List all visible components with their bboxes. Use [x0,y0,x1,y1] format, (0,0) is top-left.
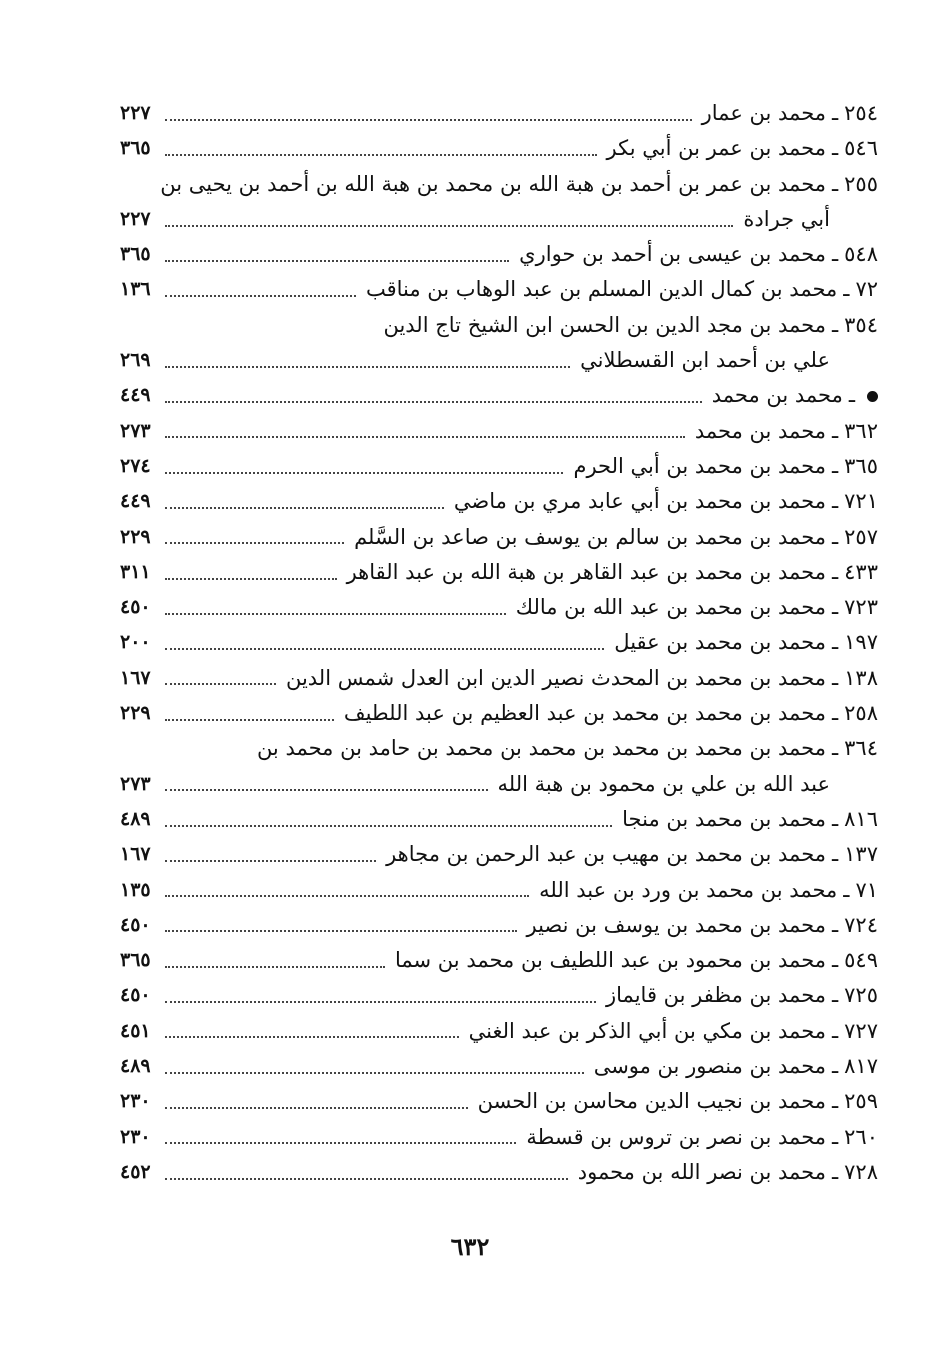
entry-name: محمد بن عيسى بن أحمد بن حواري [519,242,826,267]
index-entry [120,237,878,272]
entry-dash: ـ [832,242,839,267]
leader-dots [165,860,376,862]
entry-name: محمد بن محمد بن عبد القاهر بن هبة الله بن عبد القاهر [346,559,826,584]
entry-name: محمد بن محمد [711,383,843,408]
entry-page-ref: ١٣٦ [120,278,151,301]
entry-number: ٣٥٤ [844,312,878,337]
entry-number: ١٣٧ [844,842,878,867]
entry-page-ref: ٤٥٢ [120,1160,151,1183]
entry-page-ref: ٣١١ [120,560,151,583]
entry-number: ٣٦٤ [844,736,878,761]
entry-dash: ـ [832,101,839,125]
entry-name: محمد بن محمد بن أبي الحرم [573,453,826,478]
entry-dash: ـ [832,736,839,761]
entry-dash: ـ [832,983,839,1008]
index-entry [120,308,878,343]
entry-page-ref: ٤٨٩ [120,807,151,830]
entry-page-ref: ٤٤٩ [120,490,151,513]
entry-page-ref: ٢٢٩ [120,525,151,548]
leader-dots [165,295,356,297]
entry-page-ref: ٢٢٩ [120,702,151,725]
index-entry [120,943,878,978]
entry-name: محمد بن عمر بن أبي بكر [606,136,826,161]
entry-name: محمد بن عمار [701,101,826,125]
entry-name: محمد بن محمد بن المحدث نصير الدين ابن العدل شمس الدين [285,665,826,690]
entry-dash: ـ [832,171,839,196]
entry-number: ٧٢٨ [844,1159,878,1184]
leader-dots [165,154,597,156]
entry-dash: ـ [832,948,839,973]
entry-page-ref: ٤٥٠ [120,596,151,619]
entry-page-ref: ٢٠٠ [120,631,151,654]
entry-name: محمد بن محمود بن عبد اللطيف بن محمد بن سما [395,948,826,973]
entry-page-ref: ٣٦٥ [120,137,151,160]
entry-name: أبي جرادة [743,206,830,231]
entry-dash: ـ [832,701,839,726]
leader-dots [165,260,510,262]
index-entry [120,1049,878,1084]
entry-number: ٨١٧ [844,1054,878,1079]
entry-dash: ـ [832,1089,839,1114]
entry-dash: ـ [832,806,839,831]
entry-number: ٢٥٧ [844,524,878,549]
entry-number: ١٩٧ [844,630,878,655]
entry-name: علي بن أحمد ابن القسطلاني [580,348,830,373]
index-entry [120,167,878,202]
entry-number: ٧٢٧ [844,1018,878,1043]
entry-page-ref: ١٦٧ [120,843,151,866]
entry-name: محمد بن محمد بن أبي عابد مري بن ماضي [453,489,826,514]
index-entry [120,802,878,837]
entry-dash: ـ [832,418,839,443]
entry-dash: ـ [832,489,839,514]
leader-dots [165,225,734,227]
entry-number: ٥٤٦ [844,136,878,161]
entry-name: محمد بن محمد بن ورد بن عبد الله [539,877,838,902]
entry-page-ref: ٢٧٤ [120,454,151,477]
entry-page-ref: ٤٨٩ [120,1055,151,1078]
entry-name: محمد بن نجيب الدين محاسن بن الحسن [477,1089,826,1114]
entry-number: ٣٦٢ [844,418,878,443]
entry-dash: ـ [832,1018,839,1043]
leader-dots [165,648,605,650]
leader-dots [165,366,571,368]
index-entry [120,272,878,307]
leader-dots [165,1178,568,1180]
index-entry [120,343,878,378]
entry-dash: ـ [843,277,850,302]
entry-page-ref: ٤٥١ [120,1019,151,1042]
entry-name: محمد بن كمال الدين المسلم بن عبد الوهاب بن مناقب [365,277,838,302]
entry-number: ٥٤٨ [844,242,878,267]
entry-name: محمد بن منصور بن موسى [593,1054,826,1079]
entry-page-ref: ٢٧٣ [120,419,151,442]
entry-name: محمد بن محمد بن عقيل [614,630,826,655]
index-entry [120,767,878,802]
index-entry [120,96,878,131]
index-entry [120,484,878,519]
entry-name: محمد بن محمد بن محمد بن محمد بن محمد بن حامد بن محمد بن [256,736,826,761]
index-entry [120,1084,878,1119]
entry-dash: ـ [832,1124,839,1149]
index-entry [120,661,878,696]
entry-dash: ـ [832,453,839,478]
entry-page-ref: ٢٢٧ [120,207,151,230]
entry-page-ref: ٢٦٩ [120,349,151,372]
leader-dots [165,472,564,474]
entry-number: ٧٢٥ [844,983,878,1008]
entry-dash: ـ [832,1054,839,1079]
index-entry [120,1014,878,1049]
entry-page-ref: ٣٦٥ [120,949,151,972]
entry-dash: ـ [843,877,850,902]
entry-page-ref: ٢٢٧ [120,102,151,124]
index-entry [120,978,878,1013]
leader-dots [165,613,506,615]
entry-dash: ـ [848,383,855,408]
entry-page-ref: ١٣٥ [120,878,151,901]
entry-dash: ـ [832,630,839,655]
entry-number: ٢٥٨ [844,701,878,726]
entry-name: عبد الله بن علي بن محمود بن هبة الله [497,771,830,796]
entry-name: محمد بن محمد [694,418,826,443]
index-entry [120,873,878,908]
index-entry [120,590,878,625]
entry-number: ٢٥٩ [844,1089,878,1114]
entry-number: ٧٢ [855,277,878,302]
entry-name: محمد بن محمد بن يوسف بن نصير [526,912,826,937]
entry-name: محمد بن محمد بن محمد بن عبد العظيم بن عبد اللطيف [343,701,826,726]
index-entry [120,202,878,237]
leader-dots [165,507,444,509]
entry-number: ٣٦٥ [844,453,878,478]
entry-dash: ـ [832,524,839,549]
entry-page-ref: ٢٣٠ [120,1090,151,1113]
index-entry [120,696,878,731]
entry-page-ref: ٤٥٠ [120,984,151,1007]
entry-number: ١٣٨ [844,665,878,690]
entry-dash: ـ [832,912,839,937]
leader-dots [165,683,276,685]
leader-dots [165,966,385,968]
entry-name: محمد بن محمد بن سالم بن يوسف بن صاعد بن السَّلم [354,524,826,549]
entry-dash: ـ [832,842,839,867]
index-entry [120,908,878,943]
entry-name: محمد بن محمد بن عبد الله بن مالك [515,595,826,620]
entry-dash: ـ [832,1159,839,1184]
entry-number: ٧٢٤ [844,912,878,937]
index-entry [120,1155,878,1190]
entry-page-ref: ١٦٧ [120,666,151,689]
leader-dots [165,1142,517,1144]
index-entry [120,131,878,166]
entry-page-ref: ٢٧٣ [120,772,151,795]
index-entry [120,837,878,872]
entry-number: ٧٢١ [844,489,878,514]
entry-dash: ـ [832,136,839,161]
leader-dots [165,895,530,897]
entry-name: محمد بن مكي بن أبي الذكر بن عبد الغني [468,1018,826,1043]
entry-dash: ـ [832,559,839,584]
entry-number: ٢٥٥ [844,171,878,196]
entry-page-ref: ٤٤٩ [120,384,151,407]
leader-dots [165,1036,459,1038]
leader-dots [165,1072,584,1074]
entry-name: محمد بن نصر بن تروس بن قسطة [526,1124,826,1149]
bullet-icon [867,391,878,402]
index-entry [120,731,878,766]
entry-number: ٧١ [855,877,878,902]
leader-dots [165,789,488,791]
index-entry [120,520,878,555]
entry-dash: ـ [832,312,839,337]
entry-number: ٨١٦ [844,806,878,831]
index-entry [120,625,878,660]
entry-page-ref: ٤٥٠ [120,913,151,936]
leader-dots [165,401,702,403]
leader-dots [165,825,613,827]
index-entry [120,414,878,449]
leader-dots [165,578,337,580]
entry-name: محمد بن محمد بن منجا [622,806,826,831]
entry-number: ٧٢٣ [844,595,878,620]
entry-name: محمد بن عمر بن أحمد بن هبة الله بن محمد بن هبة الله بن أحمد بن يحيى بن [160,171,826,196]
index-entry [120,555,878,590]
index-entry [120,449,878,484]
entry-number: ٥٤٩ [844,948,878,973]
leader-dots [165,719,334,721]
leader-dots [165,119,692,121]
entry-number: ٢٥٤ [844,101,878,125]
page-number: ٦٣٢ [450,1232,490,1261]
leader-dots [165,542,344,544]
entry-dash: ـ [832,595,839,620]
leader-dots [165,436,685,438]
index-list [120,96,878,1190]
leader-dots [165,1001,596,1003]
index-entry [120,1120,878,1155]
entry-name: محمد بن محمد بن مهيب بن عبد الرحمن بن مجاهر [386,842,826,867]
entry-name: محمد بن نصر الله بن محمود [577,1159,826,1184]
entry-name: محمد بن مجد الدين بن الحسن ابن الشيخ تاج الدين [383,312,826,337]
entry-name: محمد بن مظفر بن قايماز [606,983,826,1008]
entry-page-ref: ٢٣٠ [120,1125,151,1148]
entry-number: ٤٣٣ [844,559,878,584]
entry-page-ref: ٣٦٥ [120,243,151,266]
leader-dots [165,1107,468,1109]
index-entry [120,378,878,413]
entry-dash: ـ [832,665,839,690]
entry-number: ٢٦٠ [844,1124,878,1149]
leader-dots [165,930,517,932]
